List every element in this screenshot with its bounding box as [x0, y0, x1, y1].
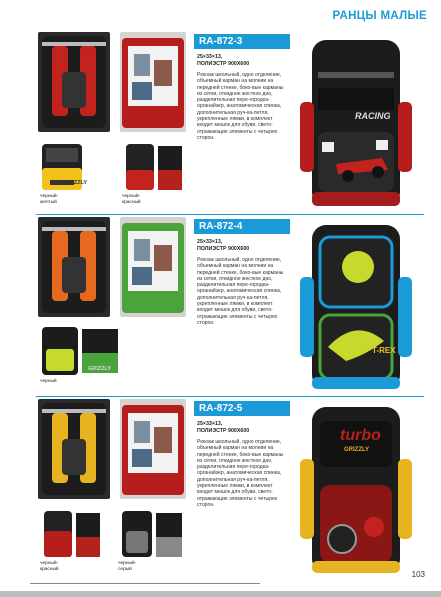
spec-material: ПОЛИЭСТР 900X600: [197, 61, 250, 67]
backpack-open-photo: [120, 399, 186, 499]
page-number: 103: [411, 570, 425, 579]
page-heading: РАНЦЫ МАЛЫЕ: [332, 10, 427, 22]
backpack-open-photo: [120, 217, 186, 317]
product-section-ra-872-5: [0, 397, 441, 582]
backpack-main-photo: [296, 217, 416, 395]
model-title: RA-872-4: [194, 219, 290, 234]
product-description: Рюкзак школьный, одно отделение, объемный карман на молнии на передней стенке, боко-вые карманы из сетки, откидное жесткое дно, разделительная пере-городка-органайзер, анатомическая спинка, дополнительная руч-ка-петля, укрепленные лямки, в комплект входит мешок для обуви, свето-отражающие элементы с четырех сторон.: [197, 72, 284, 141]
backpack-back-photo: [38, 32, 110, 132]
footer-line: [30, 583, 260, 584]
spec-material: ПОЛИЭСТР 900X600: [197, 246, 250, 252]
backpack-back-photo: [38, 399, 110, 499]
footer-bar: [0, 591, 441, 597]
model-title: RA-872-5: [194, 401, 290, 416]
spec-dimensions: 25×33×13,: [197, 421, 223, 427]
variant-label-black-red: черный-красный: [122, 194, 141, 205]
spec-dimensions: 25×33×13,: [197, 239, 223, 245]
variant-photo-black-red: [40, 507, 102, 559]
brand-logo-label: GRIZZLY: [64, 180, 88, 186]
backpack-main-photo: [296, 399, 416, 579]
brand-logo-label: GRIZZLY: [88, 366, 112, 372]
backpack-main-photo: [296, 32, 416, 212]
variant-photo-black-red: [122, 140, 184, 192]
spec-material: ПОЛИЭСТР 900X600: [197, 428, 250, 434]
bag-print-text: turbo: [340, 427, 381, 444]
product-section-ra-872-4: [0, 215, 441, 397]
model-title: RA-872-3: [194, 34, 290, 49]
variant-photo-black-grey: [118, 507, 184, 559]
spec-dimensions: 25×33×13,: [197, 54, 223, 60]
product-description: Рюкзак школьный, одно отделение, объемный карман на молнии на передней стенке, боко-вые карманы из сетки, откидное жесткое дно, разделительная пере-городка-органайзер, анатомическая спинка, дополнительная руч-ка-петля, укрепленные лямки, в комплект входит мешок для обуви, свето-отражающие элементы с четырех сторон.: [197, 257, 284, 326]
bag-print-text: RACING: [355, 111, 391, 121]
bag-brand-text: GRIZZLY: [344, 447, 370, 453]
variant-label-black-grey: черный-серый: [118, 561, 137, 572]
variant-label-black: черный: [40, 379, 57, 384]
backpack-open-photo: [120, 32, 186, 132]
bag-print-text: T-REX: [372, 346, 396, 355]
variant-label-black-red: черный-красный: [40, 561, 59, 572]
product-description: Рюкзак школьный, одно отделение, объемный карман на молнии на передней стенке, боко-вые карманы из сетки, откидное жесткое дно, разделительная пере-городка-органайзер, анатомическая спинка, дополнительная руч-ка-петля, укрепленные лямки, в комплект входит мешок для обуви, свето-отражающие элементы с четырех сторон.: [197, 439, 284, 508]
product-section-ra-872-3: [0, 30, 441, 215]
backpack-back-photo: [38, 217, 110, 317]
variant-label-black-yellow: черный-желтый: [40, 194, 59, 205]
